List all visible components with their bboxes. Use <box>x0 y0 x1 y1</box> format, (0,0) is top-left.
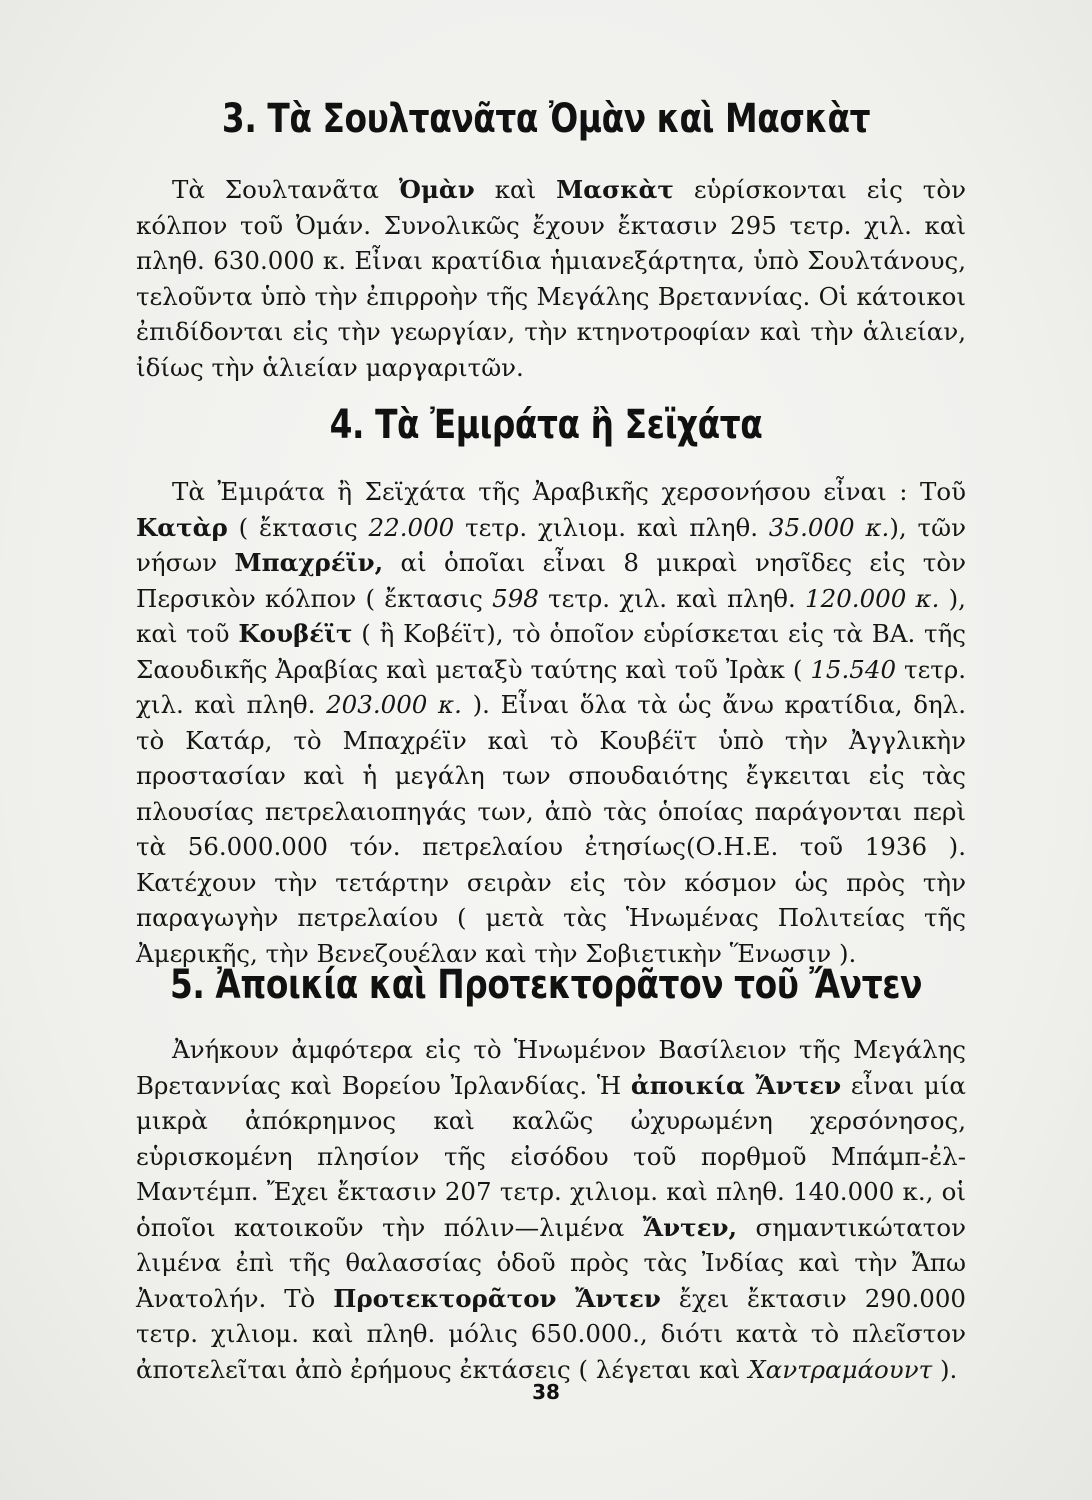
section-4-paragraph <box>136 474 966 971</box>
text-run: εὑρίσκονται εἰς τὸν κόλπον τοῦ Ὀμάν. Συνολικῶς ἔχουν ἔκτασιν 295 τετρ. χιλ. καὶ πληθ. 630.000 κ. Εἶναι κρατίδια ἡμιανεξάρτητα, ὑπὸ Σουλτάνους, τελοῦντα ὑπὸ τὴν ἐπιρροὴν τῆς Μεγάλης Βρεταννίας. Οἱ κάτοικοι ἐπιδίδονται εἰς τὴν γεωργίαν, τὴν κτηνοτροφίαν καὶ τὴν ἁλιείαν, ἰδίως τὴν ἁλιείαν μαργαριτῶν. <box>136 175 966 382</box>
text-run: εἶναι μία μικρὰ ἀπόκρημνος καὶ καλῶς ὠχυρωμένη χερσόνησος, εὑρισκομένη πλησίον τῆς εἰσόδου τοῦ πορθμοῦ Μπάμπ-ἐλ-Μαντέμπ. Ἔχει ἔκτασιν 207 τετρ. χιλιομ. καὶ πληθ. 140.000 κ., οἱ ὁποῖοι κατοικοῦν τὴν πόλιν—λιμένα <box>136 1070 966 1242</box>
section-5-body <box>136 1032 966 1387</box>
section-3-paragraph <box>136 172 966 385</box>
text-run: ἔχει ἔκτασιν 290.000 τετρ. χιλιομ. καὶ πληθ. μόλις 650.000., διότι κατὰ τὸ πλεῖστον ἀποτελεῖται ἀπὸ ἐρήμους ἐκτάσεις ( λέγεται καὶ <box>136 1283 967 1384</box>
bold-term-aden: Ἄντεν, <box>642 1212 738 1242</box>
italic-value: 15.540 <box>810 654 897 684</box>
text-run: ( ἔκτασις <box>238 512 358 542</box>
text-run: Τὰ Ἐμιράτα ἢ Σεϊχάτα τῆς Ἀραβικῆς χερσονήσου εἶναι : Τοῦ <box>172 477 966 506</box>
bold-term-aden-colony: ἀποικία Ἄντεν <box>630 1070 842 1100</box>
bold-term-kuwait: Κουβέϊτ <box>238 619 353 648</box>
text-run: ). Εἶναι ὅλα τὰ ὡς ἄνω κρατίδια, δηλ. τὸ Κατάρ, τὸ Μπαχρέϊν καὶ τὸ Κουβέϊτ ὑπὸ τὴν Ἀγγλικὴν προστασίαν καὶ ἡ μεγάλη των σπουδαιότης ἔγκειται εἰς τὰς πλουσίας πετρελαιοπηγάς των, ἀπὸ τὰς ὁποίας παράγονται περὶ τὰ 56.000.000 τόν. πετρελαίου ἐτησίως(Ο.Η.Ε. τοῦ 1936 ). Κατέχουν τὴν τετάρτην σειρὰν εἰς τὸν κόσμον ὡς πρὸς τὴν παραγωγὴν πετρελαίου ( μετὰ τὰς Ἡνωμένας Πολιτείας τῆς Ἀμερικῆς, τὴν Βενεζουέλαν καὶ τὴν Σοβιετικὴν Ἕνωσιν ). <box>136 690 966 968</box>
section-4-heading: 4. Τὰ Ἐμιράτα ἢ Σεϊχάτα <box>329 402 763 448</box>
text-run: ). <box>939 1354 958 1384</box>
text-run: αἱ ὁποῖαι εἶναι 8 μικραὶ νησῖδες εἰς τὸν Περσικὸν κόλπον ( ἔκτασις <box>136 548 966 613</box>
text-run: Τὰ Σουλτανᾶτα <box>172 175 379 204</box>
italic-value: 35.000 κ. <box>768 512 890 542</box>
bold-term-bahrain: Μπαχρέϊν, <box>234 548 384 577</box>
text-run: ( ἢ Κοβέϊτ), τὸ ὁποῖον εὑρίσκεται εἰς τὰ ΒΑ. τῆς Σαουδικῆς Ἀραβίας καὶ μεταξὺ ταύτης καὶ τοῦ Ἰρὰκ ( <box>136 619 967 684</box>
text-run: σημαντικώτατον λιμένα ἐπὶ τῆς θαλασσίας ὁδοῦ πρὸς τὰς Ἰνδίας καὶ τὴν Ἄπω Ἀνατολήν. Τὸ <box>136 1212 966 1313</box>
section-3-heading: 3. Τὰ Σουλτανᾶτα Ὀμὰν καὶ Μασκὰτ <box>221 96 871 142</box>
text-run: ), τῶν νήσων <box>136 512 966 577</box>
bold-term-oman: Ὀμὰν <box>398 175 475 204</box>
bold-term-qatar: Κατὰρ <box>136 512 228 542</box>
page-number: 38 <box>532 1380 560 1404</box>
italic-term-hadramaut: Χαντραμάουντ <box>748 1354 933 1384</box>
text-run: τετρ. χιλ. καὶ πληθ. <box>136 654 967 719</box>
section-3-body <box>136 172 966 385</box>
bold-term-muscat: Μασκὰτ <box>556 175 674 204</box>
italic-value: 120.000 κ. <box>805 583 940 613</box>
text-run: καὶ <box>494 175 537 204</box>
italic-value: 203.000 κ. <box>326 690 462 719</box>
italic-value: 22.000 <box>368 512 455 542</box>
italic-value: 598 <box>492 583 539 613</box>
text-run: τετρ. χιλ. καὶ πληθ. <box>548 583 796 613</box>
section-4-body <box>136 474 966 971</box>
section-5-heading: 5. Ἀποικία καὶ Προτεκτορᾶτον τοῦ Ἄντεν <box>169 962 923 1008</box>
text-run: ), καὶ τοῦ <box>136 583 966 648</box>
bold-term-aden-protectorate: Προτεκτορᾶτον Ἄντεν <box>333 1283 661 1313</box>
text-run: τετρ. χιλιομ. καὶ πληθ. <box>465 512 759 542</box>
section-5-paragraph <box>136 1032 966 1387</box>
text-run: Ἀνήκουν ἀμφότερα εἰς τὸ Ἡνωμένον Βασίλειον τῆς Μεγάλης Βρεταννίας καὶ Βορείου Ἰρλανδίας. Ἡ <box>136 1035 966 1100</box>
